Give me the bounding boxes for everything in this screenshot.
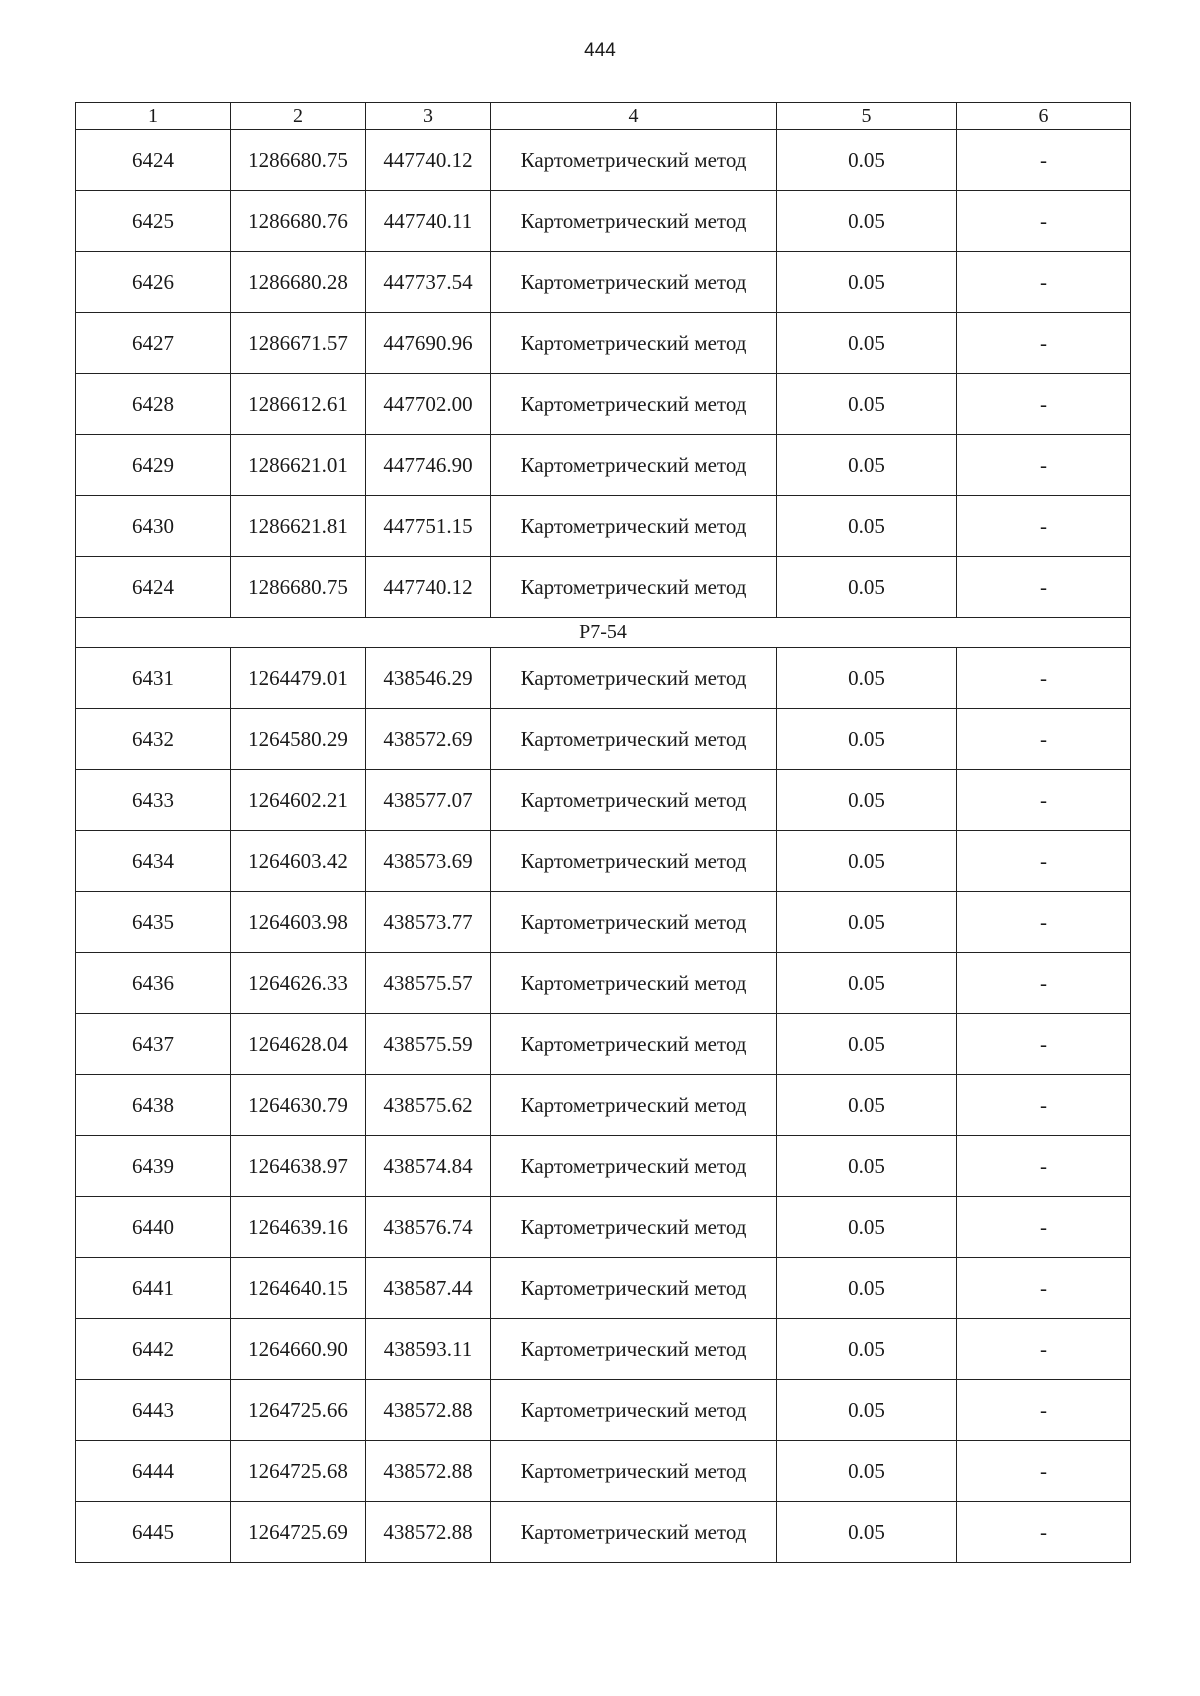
table-cell: -	[957, 831, 1131, 892]
table-cell: 1264640.15	[231, 1258, 366, 1319]
table-cell: 0.05	[777, 435, 957, 496]
table-cell: 1264638.97	[231, 1136, 366, 1197]
table-cell: -	[957, 648, 1131, 709]
table-cell: 6426	[76, 252, 231, 313]
table-cell: 1264725.66	[231, 1380, 366, 1441]
table-cell: 0.05	[777, 770, 957, 831]
table-cell: 6425	[76, 191, 231, 252]
table-cell: 6436	[76, 953, 231, 1014]
table-cell: 438575.59	[366, 1014, 491, 1075]
table-cell: -	[957, 1014, 1131, 1075]
table-cell: 6441	[76, 1258, 231, 1319]
table-cell: 438575.57	[366, 953, 491, 1014]
table-cell: 447702.00	[366, 374, 491, 435]
table-cell: 0.05	[777, 1441, 957, 1502]
table-cell: Картометрический метод	[491, 252, 777, 313]
table-cell: 6424	[76, 130, 231, 191]
table-row	[76, 252, 1131, 313]
table-cell: 0.05	[777, 1014, 957, 1075]
table-cell: 6439	[76, 1136, 231, 1197]
table-cell: Картометрический метод	[491, 770, 777, 831]
table-cell: 6428	[76, 374, 231, 435]
table-cell: Картометрический метод	[491, 374, 777, 435]
table-cell: 438572.69	[366, 709, 491, 770]
table-cell: Картометрический метод	[491, 648, 777, 709]
table-cell: 438572.88	[366, 1380, 491, 1441]
table-cell: 0.05	[777, 130, 957, 191]
header-row	[76, 103, 1131, 130]
table-cell: 6443	[76, 1380, 231, 1441]
table-cell: -	[957, 1136, 1131, 1197]
table-cell: Картометрический метод	[491, 1197, 777, 1258]
table-cell: 438546.29	[366, 648, 491, 709]
table-cell: 0.05	[777, 557, 957, 618]
table-cell: 6435	[76, 892, 231, 953]
table-row	[76, 191, 1131, 252]
column-header: 4	[491, 103, 777, 130]
table-cell: 447740.11	[366, 191, 491, 252]
table-cell: -	[957, 1319, 1131, 1380]
table-cell: 1286680.75	[231, 130, 366, 191]
table-cell: Картометрический метод	[491, 557, 777, 618]
table-cell: 1264725.69	[231, 1502, 366, 1563]
table-cell: Картометрический метод	[491, 313, 777, 374]
table-cell: 438574.84	[366, 1136, 491, 1197]
table-cell: 0.05	[777, 191, 957, 252]
table-cell: 438576.74	[366, 1197, 491, 1258]
table-row	[76, 313, 1131, 374]
table-cell: 447690.96	[366, 313, 491, 374]
table-cell: Картометрический метод	[491, 1319, 777, 1380]
table-row	[76, 1075, 1131, 1136]
table-cell: 6433	[76, 770, 231, 831]
table-cell: Картометрический метод	[491, 1502, 777, 1563]
table-cell: 6444	[76, 1441, 231, 1502]
table-row	[76, 709, 1131, 770]
table-row	[76, 1441, 1131, 1502]
table-cell: -	[957, 557, 1131, 618]
table-cell: -	[957, 313, 1131, 374]
table-cell: 1264628.04	[231, 1014, 366, 1075]
table-cell: 447746.90	[366, 435, 491, 496]
table-cell: 0.05	[777, 1258, 957, 1319]
table-cell: -	[957, 130, 1131, 191]
table-row	[76, 1502, 1131, 1563]
table-cell: 1264603.42	[231, 831, 366, 892]
table-cell: 6438	[76, 1075, 231, 1136]
table-row	[76, 496, 1131, 557]
table-cell: -	[957, 1502, 1131, 1563]
table-cell: 1264626.33	[231, 953, 366, 1014]
table-cell: 0.05	[777, 1502, 957, 1563]
table-row	[76, 374, 1131, 435]
table-cell: 0.05	[777, 496, 957, 557]
table-cell: 1264660.90	[231, 1319, 366, 1380]
table-row	[76, 892, 1131, 953]
table-row	[76, 1319, 1131, 1380]
table-cell: 6437	[76, 1014, 231, 1075]
table-cell: 1264603.98	[231, 892, 366, 953]
table-cell: 438575.62	[366, 1075, 491, 1136]
table-cell: 6431	[76, 648, 231, 709]
table-cell: 0.05	[777, 892, 957, 953]
table-cell: 6434	[76, 831, 231, 892]
table-cell: 1286680.75	[231, 557, 366, 618]
table-cell: 438572.88	[366, 1441, 491, 1502]
table-cell: Картометрический метод	[491, 1380, 777, 1441]
column-header: 2	[231, 103, 366, 130]
table-cell: 438577.07	[366, 770, 491, 831]
table-cell: Картометрический метод	[491, 496, 777, 557]
table-cell: 6442	[76, 1319, 231, 1380]
table-cell: Картометрический метод	[491, 1441, 777, 1502]
table-row	[76, 1258, 1131, 1319]
table-row	[76, 1380, 1131, 1441]
table-row	[76, 831, 1131, 892]
table-cell: 1264580.29	[231, 709, 366, 770]
table-cell: 6432	[76, 709, 231, 770]
table-cell: -	[957, 1197, 1131, 1258]
table-cell: 447740.12	[366, 557, 491, 618]
table-cell: Картометрический метод	[491, 953, 777, 1014]
table-cell: 1264479.01	[231, 648, 366, 709]
coordinates-table	[75, 102, 1131, 1563]
table-cell: -	[957, 1380, 1131, 1441]
table-cell: 1264725.68	[231, 1441, 366, 1502]
table-cell: 0.05	[777, 1380, 957, 1441]
table-cell: 1264630.79	[231, 1075, 366, 1136]
table-cell: Картометрический метод	[491, 435, 777, 496]
table-cell: 6445	[76, 1502, 231, 1563]
table-cell: Картометрический метод	[491, 831, 777, 892]
table-row	[76, 953, 1131, 1014]
table-cell: 6424	[76, 557, 231, 618]
table-cell: 447737.54	[366, 252, 491, 313]
table-cell: 447751.15	[366, 496, 491, 557]
column-header: 3	[366, 103, 491, 130]
table-cell: 1286612.61	[231, 374, 366, 435]
section-title: Р7-54	[76, 618, 1131, 648]
table-cell: 438573.77	[366, 892, 491, 953]
table-cell: 0.05	[777, 252, 957, 313]
table-cell: 447740.12	[366, 130, 491, 191]
table-cell: 0.05	[777, 831, 957, 892]
table-cell: 0.05	[777, 374, 957, 435]
table-row	[76, 435, 1131, 496]
table-cell: 0.05	[777, 1197, 957, 1258]
table-cell: -	[957, 953, 1131, 1014]
table-cell: -	[957, 709, 1131, 770]
table-cell: 0.05	[777, 1136, 957, 1197]
column-header: 6	[957, 103, 1131, 130]
table-cell: Картометрический метод	[491, 1258, 777, 1319]
table-cell: 438587.44	[366, 1258, 491, 1319]
column-header: 1	[76, 103, 231, 130]
page-number: 444	[584, 40, 616, 61]
table-row	[76, 130, 1131, 191]
table-cell: 6430	[76, 496, 231, 557]
table-cell: -	[957, 374, 1131, 435]
table-cell: -	[957, 770, 1131, 831]
table-cell: -	[957, 1441, 1131, 1502]
table-header	[76, 103, 1131, 130]
table-cell: 0.05	[777, 709, 957, 770]
table-row	[76, 770, 1131, 831]
table-cell: -	[957, 1075, 1131, 1136]
table-cell: -	[957, 892, 1131, 953]
table-cell: 6429	[76, 435, 231, 496]
table-cell: 438593.11	[366, 1319, 491, 1380]
table-row	[76, 648, 1131, 709]
table-cell: 438573.69	[366, 831, 491, 892]
table-cell: -	[957, 1258, 1131, 1319]
table-row	[76, 557, 1131, 618]
table-cell: 1286671.57	[231, 313, 366, 374]
table-cell: Картометрический метод	[491, 892, 777, 953]
table-cell: Картометрический метод	[491, 1136, 777, 1197]
table-cell: Картометрический метод	[491, 130, 777, 191]
table-cell: Картометрический метод	[491, 709, 777, 770]
table-cell: Картометрический метод	[491, 1014, 777, 1075]
table-row	[76, 1136, 1131, 1197]
table-cell: 1286621.81	[231, 496, 366, 557]
table-cell: 1286680.28	[231, 252, 366, 313]
table-cell: 0.05	[777, 1075, 957, 1136]
table-cell: -	[957, 435, 1131, 496]
table-cell: 438572.88	[366, 1502, 491, 1563]
table-body	[76, 130, 1131, 1563]
table-cell: Картометрический метод	[491, 1075, 777, 1136]
table-row	[76, 1197, 1131, 1258]
table-cell: -	[957, 252, 1131, 313]
table-cell: 0.05	[777, 1319, 957, 1380]
table-cell: -	[957, 496, 1131, 557]
table-row	[76, 1014, 1131, 1075]
table-cell: 1286621.01	[231, 435, 366, 496]
column-header: 5	[777, 103, 957, 130]
table-cell: Картометрический метод	[491, 191, 777, 252]
table-cell: 0.05	[777, 953, 957, 1014]
table-cell: 1264639.16	[231, 1197, 366, 1258]
table-cell: 0.05	[777, 648, 957, 709]
table-cell: 1286680.76	[231, 191, 366, 252]
table-cell: 0.05	[777, 313, 957, 374]
table-cell: 6427	[76, 313, 231, 374]
section-row	[76, 618, 1131, 648]
table-cell: 6440	[76, 1197, 231, 1258]
table-cell: 1264602.21	[231, 770, 366, 831]
table-cell: -	[957, 191, 1131, 252]
